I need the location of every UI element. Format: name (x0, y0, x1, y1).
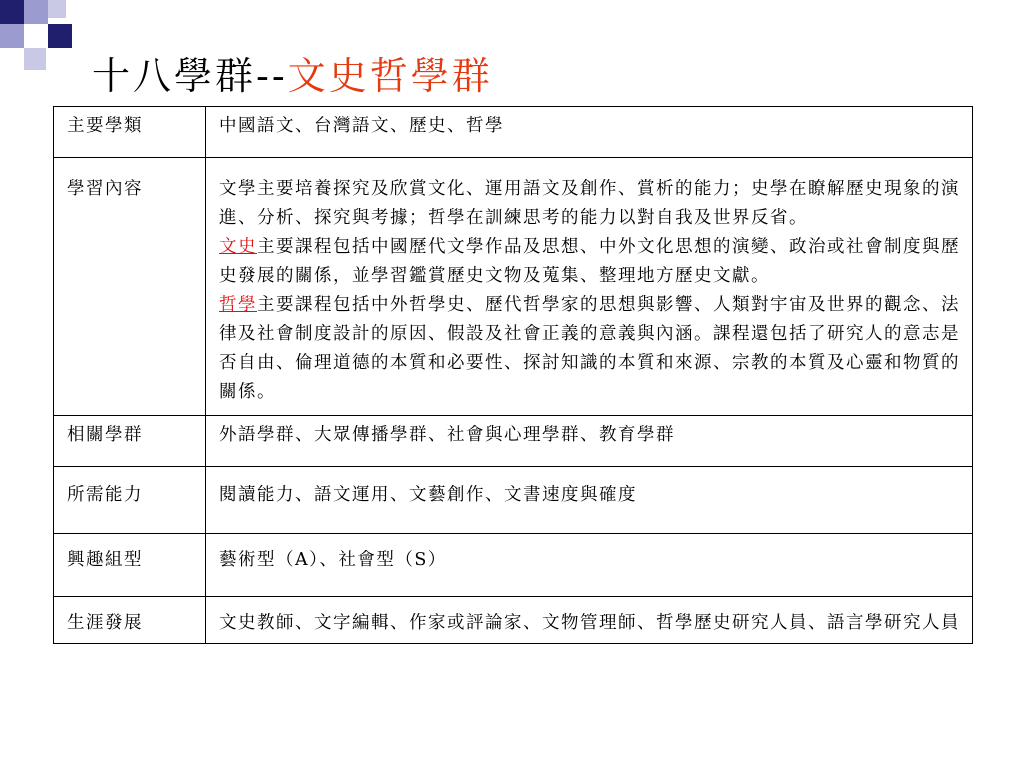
row-label: 生涯發展 (54, 597, 206, 644)
corner-square-navy-1 (0, 0, 24, 24)
learning-content-cell (206, 158, 973, 416)
row-label: 主要學類 (54, 107, 206, 158)
literature-history-text: 主要課程包括中國歷代文學作品及思想、中外文化思想的演變、政治或社會制度與歷史發展的關係，並學習鑑賞歷史文物及蒐集、整理地方歷史文獻。 (219, 237, 960, 286)
title-prefix: 十八學群-- (92, 54, 288, 98)
slide-title (92, 52, 493, 100)
row-value: 藝術型（A）、社會型（S） (206, 534, 973, 597)
info-table (53, 106, 973, 644)
corner-square-pale-1 (48, 0, 66, 18)
literature-history-highlight: 文史 (219, 237, 257, 257)
philosophy-text: 主要課程包括中外哲學史、歷代哲學家的思想與影響、人類對宇宙及世界的觀念、法律及社會制度設計的原因、假設及社會正義的意義與內涵。課程還包括了研究人的意志是否自由、倫理道德的本質和必要性、探討知識的本質和來源、宗教的本質及心靈和物質的關係。 (219, 295, 960, 402)
table-row (54, 158, 973, 416)
row-value: 中國語文、台灣語文、歷史、哲學 (206, 107, 973, 158)
learning-paragraph-2 (219, 233, 968, 291)
corner-square-lavender-1 (24, 0, 48, 24)
row-value: 外語學群、大眾傳播學群、社會與心理學群、教育學群 (206, 416, 973, 467)
row-label: 興趣組型 (54, 534, 206, 597)
row-value: 閱讀能力、語文運用、文藝創作、文書速度與確度 (206, 467, 973, 534)
table-row (54, 467, 973, 534)
philosophy-highlight: 哲學 (219, 295, 257, 315)
table-row (54, 534, 973, 597)
title-accent: 文史哲學群 (287, 54, 493, 98)
corner-square-pale-2 (24, 48, 46, 70)
learning-paragraph-1: 文學主要培養探究及欣賞文化、運用語文及創作、賞析的能力；史學在瞭解歷史現象的演進、分析、探究與考據；哲學在訓練思考的能力以對自我及世界反省。 (219, 179, 960, 228)
table-row (54, 416, 973, 467)
row-label: 所需能力 (54, 467, 206, 534)
row-label: 相關學群 (54, 416, 206, 467)
corner-square-navy-2 (48, 24, 72, 48)
corner-square-lavender-2 (0, 24, 24, 48)
table-row (54, 597, 973, 644)
row-label: 學習內容 (54, 158, 206, 416)
table-row (54, 107, 973, 158)
row-value: 文史教師、文字編輯、作家或評論家、文物管理師、哲學歷史研究人員、語言學研究人員 (206, 597, 973, 644)
learning-paragraph-3 (219, 291, 968, 407)
